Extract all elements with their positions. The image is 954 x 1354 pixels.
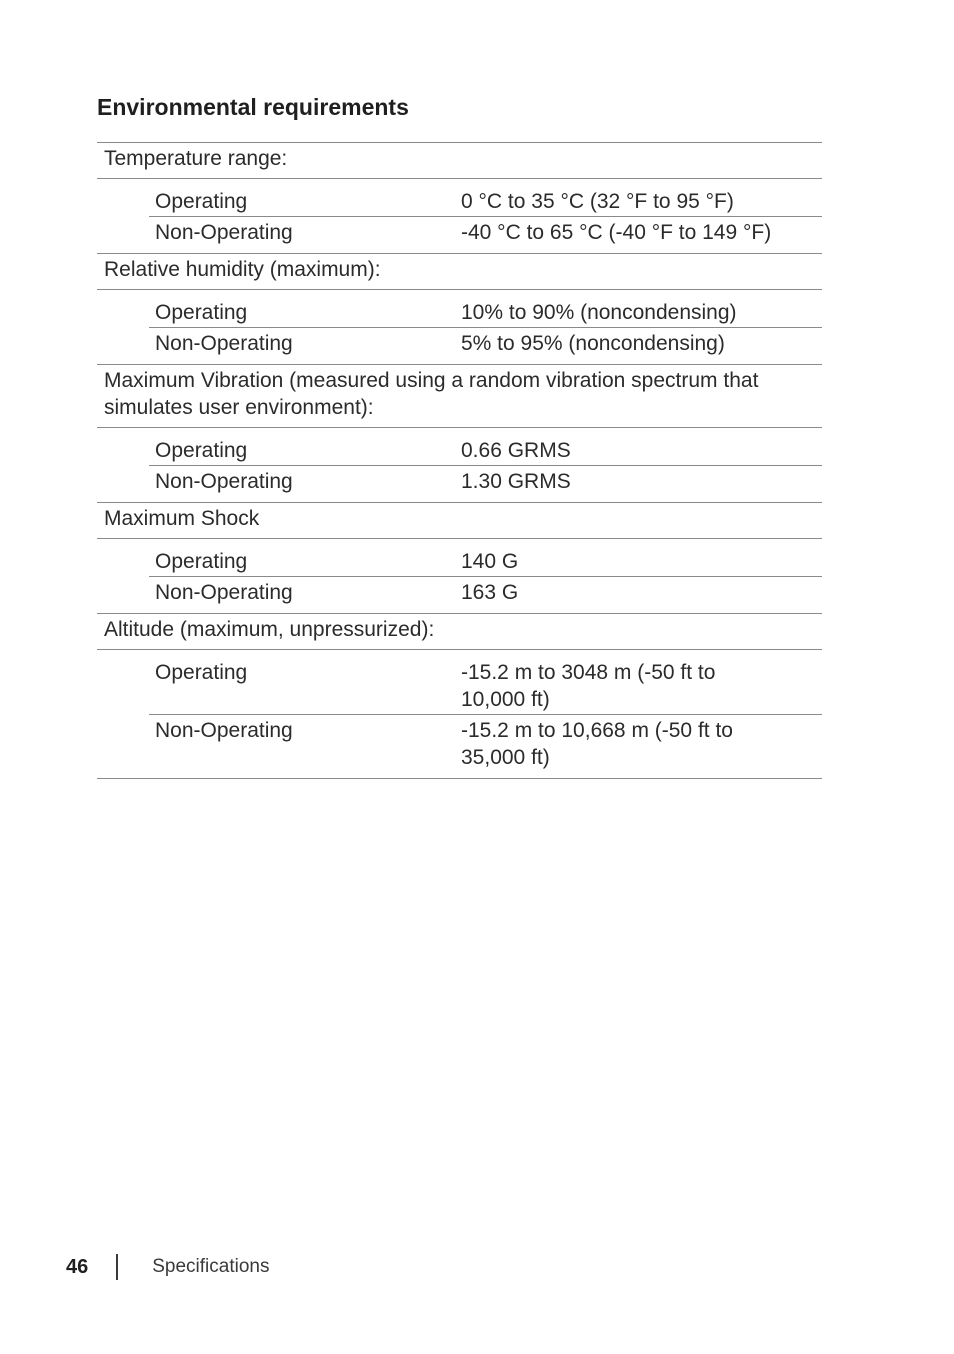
table-row xyxy=(149,327,822,358)
row-value: 163 G xyxy=(461,581,519,604)
spec-section-shock xyxy=(97,503,822,614)
row-value: -40 °C to 65 °C (-40 °F to 149 °F) xyxy=(461,221,772,244)
section-header: Temperature range: xyxy=(97,143,822,179)
table-row xyxy=(149,465,822,496)
table-row xyxy=(149,186,822,216)
row-value: -15.2 m to 3048 m (-50 ft to 10,000 ft) xyxy=(461,661,716,711)
table-row xyxy=(149,435,822,465)
page-title: Environmental requirements xyxy=(97,94,409,120)
spec-section-altitude xyxy=(97,614,822,779)
row-value: 5% to 95% (noncondensing) xyxy=(461,332,725,355)
table-row xyxy=(149,546,822,576)
row-value: 1.30 GRMS xyxy=(461,470,571,493)
spec-section-vibration xyxy=(97,365,822,503)
sub-rows xyxy=(97,179,822,253)
row-label: Non-Operating xyxy=(155,719,293,742)
table-row xyxy=(149,576,822,607)
footer-section-name: Specifications xyxy=(152,1256,270,1277)
row-label: Operating xyxy=(155,190,248,213)
section-header: Altitude (maximum, unpressurized): xyxy=(97,614,822,650)
row-value: -15.2 m to 10,668 m (-50 ft to 35,000 ft) xyxy=(461,719,733,769)
row-value: 140 G xyxy=(461,550,519,573)
table-row xyxy=(149,216,822,247)
spec-table xyxy=(97,142,822,779)
row-value: 10% to 90% (noncondensing) xyxy=(461,301,737,324)
sub-rows xyxy=(97,650,822,778)
row-label: Operating xyxy=(155,661,248,684)
spec-section-temperature xyxy=(97,143,822,254)
table-row xyxy=(149,714,822,772)
sub-rows xyxy=(97,539,822,613)
row-label: Operating xyxy=(155,550,248,573)
row-label: Non-Operating xyxy=(155,221,293,244)
spec-section-humidity xyxy=(97,254,822,365)
row-value: 0 °C to 35 °C (32 °F to 95 °F) xyxy=(461,190,734,213)
row-label: Operating xyxy=(155,439,248,462)
sub-rows xyxy=(97,428,822,502)
footer-divider xyxy=(116,1254,118,1280)
table-row xyxy=(149,657,822,714)
row-value: 0.66 GRMS xyxy=(461,439,571,462)
row-label: Operating xyxy=(155,301,248,324)
section-header: Relative humidity (maximum): xyxy=(97,254,822,290)
section-header: Maximum Vibration (measured using a random vibration spectrum that simulates user environment): xyxy=(97,365,822,428)
page-footer xyxy=(66,1254,269,1280)
page-number: 46 xyxy=(66,1255,89,1278)
row-label: Non-Operating xyxy=(155,470,293,493)
row-label: Non-Operating xyxy=(155,581,293,604)
section-header: Maximum Shock xyxy=(97,503,822,539)
sub-rows xyxy=(97,290,822,364)
row-label: Non-Operating xyxy=(155,332,293,355)
table-row xyxy=(149,297,822,327)
